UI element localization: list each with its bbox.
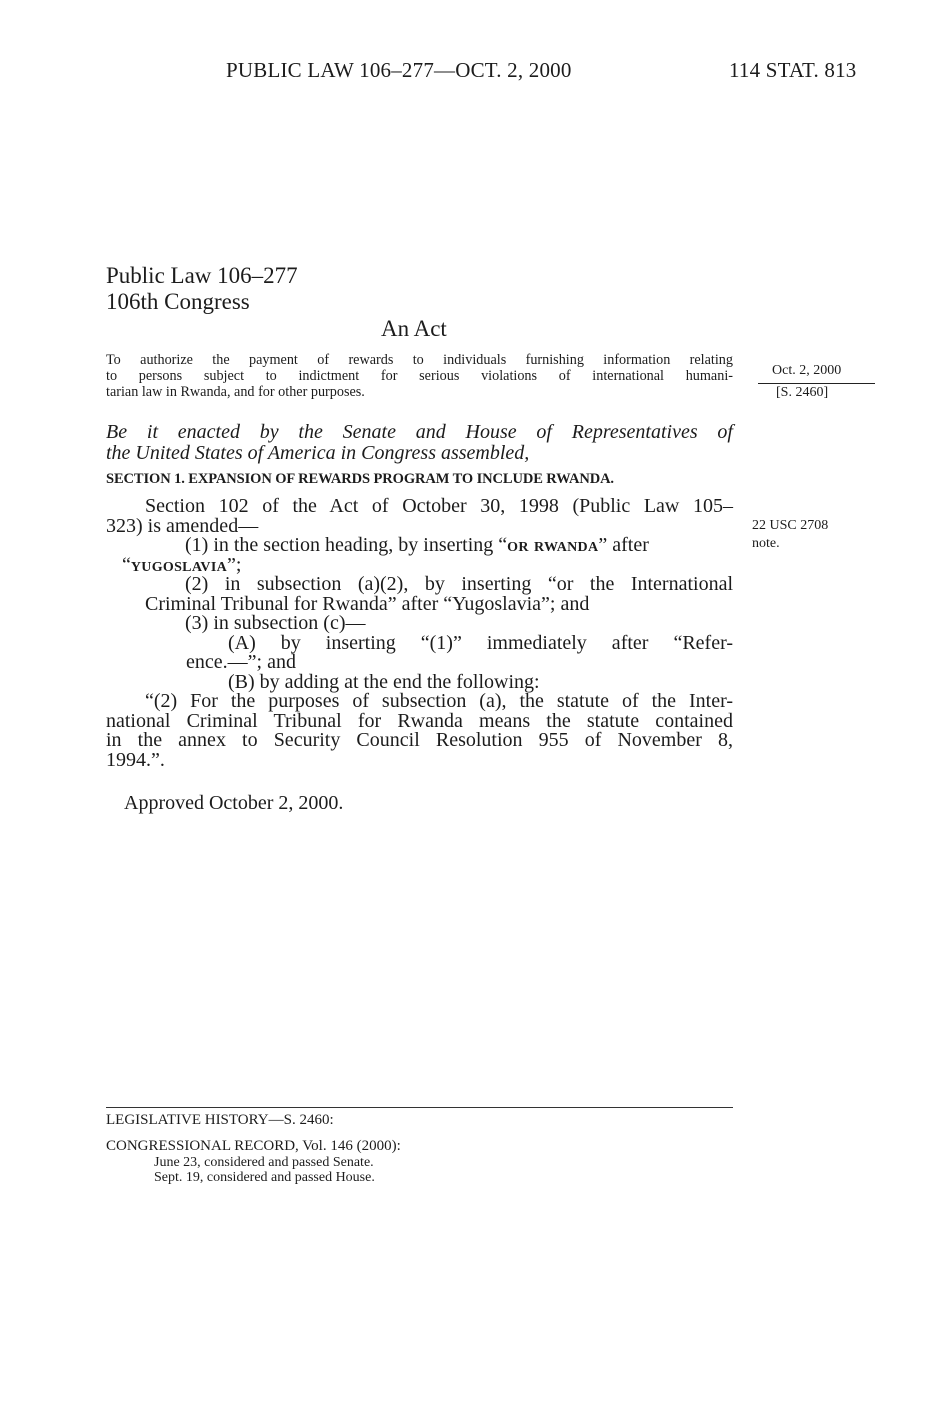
margin-note-bill: [S. 2460] (776, 385, 829, 400)
body-text-line: Section 102 of the Act of October 30, 1998 (Public Law 105– (145, 495, 733, 517)
approval-date: Approved October 2, 2000. (124, 792, 344, 814)
public-law-title: Public Law 106–277 (106, 263, 298, 288)
enacting-clause-line: the United States of America in Congress assembled, (106, 442, 530, 464)
list-item-continued (122, 555, 241, 575)
list-item: (3) in subsection (c)— (185, 612, 366, 634)
body-text: ”; (227, 554, 242, 576)
enacting-clause-line: Be it enacted by the Senate and House of Representatives of (106, 421, 733, 443)
legislative-history-item: Sept. 19, considered and passed House. (154, 1170, 375, 1185)
list-subitem-continued: ence.—”; and (186, 651, 296, 673)
quoted-text-line: in the annex to Security Council Resolution 955 of November 8, (106, 729, 733, 751)
referenced-term: yugoslavia (130, 554, 227, 576)
body-text: (1) in the section heading, by inserting “ (185, 534, 508, 556)
body-text: ” after (598, 534, 649, 556)
list-item-continued: Criminal Tribunal for Rwanda” after “Yugoslavia”; and (145, 593, 590, 615)
quoted-text-line: 1994.”. (106, 749, 165, 771)
legislative-history-title: LEGISLATIVE HISTORY—S. 2460: (106, 1112, 334, 1128)
list-item: (2) in subsection (a)(2), by inserting “or the International (185, 573, 733, 595)
inserted-term: or rwanda (507, 534, 599, 556)
quoted-text-line: national Criminal Tribunal for Rwanda means the statute contained (106, 710, 733, 732)
purpose-line: To authorize the payment of rewards to individuals furnishing information relating (106, 352, 733, 368)
list-item (185, 535, 649, 555)
section-heading: SECTION 1. EXPANSION OF REWARDS PROGRAM TO INCLUDE RWANDA. (106, 471, 614, 487)
margin-note-divider (758, 383, 875, 384)
list-subitem: (B) by adding at the end the following: (228, 671, 540, 693)
legislative-history-divider (106, 1107, 733, 1108)
act-title: An Act (381, 316, 447, 341)
margin-note-usc: 22 USC 2708 (752, 518, 829, 533)
legislative-history-item: June 23, considered and passed Senate. (154, 1155, 374, 1170)
congress-title: 106th Congress (106, 289, 250, 314)
body-text: “ (122, 554, 131, 576)
margin-note-usc-note: note. (752, 536, 780, 551)
quoted-text-line: “(2) For the purposes of subsection (a), the statute of the Inter- (145, 690, 733, 712)
purpose-line: to persons subject to indictment for serious violations of international humani- (106, 368, 733, 384)
purpose-line: tarian law in Rwanda, and for other purposes. (106, 384, 365, 400)
body-text-line: 323) is amended— (106, 515, 259, 537)
page-number-stat: 114 STAT. 813 (729, 58, 857, 82)
running-head-left: PUBLIC LAW 106–277—OCT. 2, 2000 (226, 58, 572, 82)
margin-note-date: Oct. 2, 2000 (772, 363, 842, 378)
list-subitem: (A) by inserting “(1)” immediately after “Refer- (228, 632, 733, 654)
congressional-record: CONGRESSIONAL RECORD, Vol. 146 (2000): (106, 1138, 401, 1154)
